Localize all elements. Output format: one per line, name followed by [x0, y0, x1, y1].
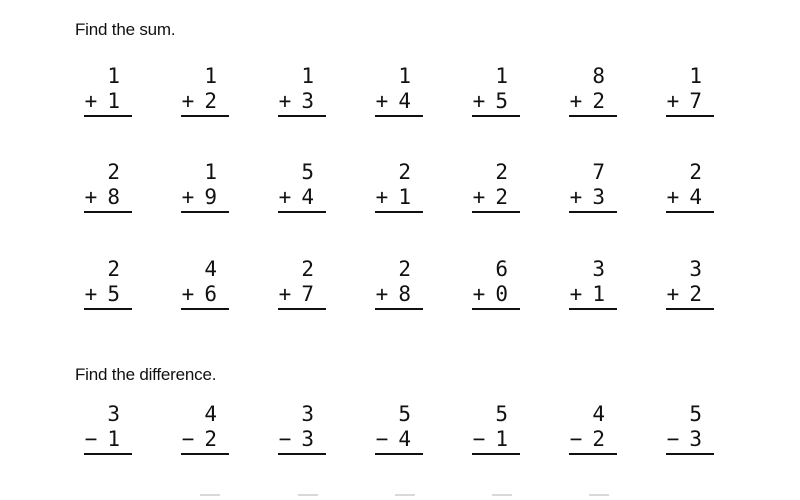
problem-bottom-number: 1	[398, 185, 411, 209]
sum-problem	[472, 257, 520, 313]
sum-problem	[375, 160, 423, 216]
problem-top-number: 2	[107, 160, 120, 184]
problem-top-number: 5	[301, 160, 314, 184]
sum-problem	[472, 64, 520, 120]
answer-line	[278, 308, 326, 310]
problem-top-number: 1	[301, 64, 314, 88]
problem-top-number: 7	[592, 160, 605, 184]
answer-line	[375, 211, 423, 213]
problem-top-number: 1	[689, 64, 702, 88]
problem-bottom-number: 1	[592, 282, 605, 306]
answer-line	[472, 115, 520, 117]
problem-bottom-number: 4	[301, 185, 314, 209]
faint-mark	[395, 494, 415, 496]
sum-row-1	[0, 64, 800, 124]
answer-line	[569, 115, 617, 117]
problem-bottom-number: 4	[398, 427, 411, 451]
problem-bottom-number: 2	[495, 185, 508, 209]
difference-problem	[181, 402, 229, 458]
sum-problem	[181, 257, 229, 313]
plus-sign: +	[278, 185, 292, 209]
sum-problem	[569, 64, 617, 120]
problem-bottom-number: 6	[204, 282, 217, 306]
faint-mark	[589, 494, 609, 496]
plus-sign: +	[181, 185, 195, 209]
problem-top-number: 2	[495, 160, 508, 184]
sum-problem	[569, 257, 617, 313]
sum-problem	[84, 257, 132, 313]
sum-instruction: Find the sum.	[75, 20, 176, 39]
sum-problem	[666, 160, 714, 216]
problem-top-number: 4	[592, 402, 605, 426]
problem-bottom-number: 2	[204, 89, 217, 113]
problem-top-number: 5	[398, 402, 411, 426]
plus-sign: +	[472, 282, 486, 306]
problem-top-number: 2	[301, 257, 314, 281]
plus-sign: +	[666, 282, 680, 306]
problem-bottom-number: 0	[495, 282, 508, 306]
problem-bottom-number: 9	[204, 185, 217, 209]
problem-top-number: 1	[107, 64, 120, 88]
sum-problem	[569, 160, 617, 216]
minus-sign: −	[84, 427, 98, 451]
difference-problem	[278, 402, 326, 458]
plus-sign: +	[375, 185, 389, 209]
faint-mark	[200, 494, 220, 496]
plus-sign: +	[84, 185, 98, 209]
plus-sign: +	[181, 89, 195, 113]
difference-problem	[569, 402, 617, 458]
problem-top-number: 6	[495, 257, 508, 281]
answer-line	[569, 453, 617, 455]
difference-problem	[375, 402, 423, 458]
problem-top-number: 3	[689, 257, 702, 281]
difference-problem	[84, 402, 132, 458]
answer-line	[278, 211, 326, 213]
answer-line	[181, 211, 229, 213]
plus-sign: +	[569, 185, 583, 209]
answer-line	[84, 308, 132, 310]
answer-line	[569, 308, 617, 310]
problem-bottom-number: 5	[107, 282, 120, 306]
answer-line	[84, 211, 132, 213]
answer-line	[278, 453, 326, 455]
problem-top-number: 3	[592, 257, 605, 281]
problem-top-number: 2	[689, 160, 702, 184]
sum-row-2	[0, 160, 800, 220]
sum-problem	[181, 64, 229, 120]
problem-bottom-number: 4	[398, 89, 411, 113]
sum-problem	[375, 257, 423, 313]
minus-sign: −	[569, 427, 583, 451]
plus-sign: +	[472, 185, 486, 209]
sum-problem	[666, 257, 714, 313]
sum-row-3	[0, 257, 800, 317]
problem-top-number: 2	[107, 257, 120, 281]
answer-line	[181, 115, 229, 117]
sum-problem	[472, 160, 520, 216]
answer-line	[278, 115, 326, 117]
plus-sign: +	[375, 282, 389, 306]
answer-line	[84, 115, 132, 117]
plus-sign: +	[569, 89, 583, 113]
difference-problem	[472, 402, 520, 458]
problem-top-number: 1	[204, 64, 217, 88]
plus-sign: +	[181, 282, 195, 306]
minus-sign: −	[375, 427, 389, 451]
plus-sign: +	[666, 185, 680, 209]
problem-top-number: 5	[495, 402, 508, 426]
problem-bottom-number: 8	[107, 185, 120, 209]
minus-sign: −	[278, 427, 292, 451]
answer-line	[666, 115, 714, 117]
answer-line	[666, 308, 714, 310]
problem-bottom-number: 7	[301, 282, 314, 306]
plus-sign: +	[472, 89, 486, 113]
answer-line	[472, 453, 520, 455]
minus-sign: −	[181, 427, 195, 451]
minus-sign: −	[666, 427, 680, 451]
answer-line	[666, 453, 714, 455]
problem-bottom-number: 3	[301, 89, 314, 113]
plus-sign: +	[278, 282, 292, 306]
problem-bottom-number: 2	[592, 427, 605, 451]
problem-top-number: 5	[689, 402, 702, 426]
sum-problem	[278, 160, 326, 216]
problem-top-number: 4	[204, 257, 217, 281]
problem-bottom-number: 2	[592, 89, 605, 113]
problem-bottom-number: 7	[689, 89, 702, 113]
sum-problem	[278, 64, 326, 120]
minus-sign: −	[472, 427, 486, 451]
sum-problem	[84, 64, 132, 120]
faint-next-row-marks	[0, 490, 800, 500]
problem-top-number: 1	[495, 64, 508, 88]
difference-row-1	[0, 402, 800, 462]
plus-sign: +	[84, 282, 98, 306]
answer-line	[666, 211, 714, 213]
answer-line	[569, 211, 617, 213]
problem-bottom-number: 8	[398, 282, 411, 306]
answer-line	[472, 211, 520, 213]
problem-top-number: 3	[107, 402, 120, 426]
problem-bottom-number: 4	[689, 185, 702, 209]
difference-problem	[666, 402, 714, 458]
plus-sign: +	[569, 282, 583, 306]
problem-top-number: 2	[398, 160, 411, 184]
problem-bottom-number: 3	[592, 185, 605, 209]
problem-top-number: 1	[204, 160, 217, 184]
problem-bottom-number: 1	[495, 427, 508, 451]
problem-bottom-number: 3	[301, 427, 314, 451]
answer-line	[84, 453, 132, 455]
answer-line	[181, 308, 229, 310]
plus-sign: +	[375, 89, 389, 113]
sum-problem	[278, 257, 326, 313]
sum-problem	[375, 64, 423, 120]
difference-instruction: Find the difference.	[75, 365, 217, 384]
problem-bottom-number: 1	[107, 427, 120, 451]
problem-bottom-number: 2	[689, 282, 702, 306]
plus-sign: +	[278, 89, 292, 113]
problem-top-number: 3	[301, 402, 314, 426]
plus-sign: +	[666, 89, 680, 113]
answer-line	[375, 115, 423, 117]
problem-top-number: 4	[204, 402, 217, 426]
problem-bottom-number: 5	[495, 89, 508, 113]
plus-sign: +	[84, 89, 98, 113]
answer-line	[375, 308, 423, 310]
problem-bottom-number: 3	[689, 427, 702, 451]
answer-line	[375, 453, 423, 455]
problem-bottom-number: 2	[204, 427, 217, 451]
faint-mark	[298, 494, 318, 496]
problem-top-number: 2	[398, 257, 411, 281]
problem-bottom-number: 1	[107, 89, 120, 113]
answer-line	[472, 308, 520, 310]
faint-mark	[492, 494, 512, 496]
sum-problem	[84, 160, 132, 216]
sum-problem	[181, 160, 229, 216]
problem-top-number: 8	[592, 64, 605, 88]
answer-line	[181, 453, 229, 455]
problem-top-number: 1	[398, 64, 411, 88]
sum-problem	[666, 64, 714, 120]
